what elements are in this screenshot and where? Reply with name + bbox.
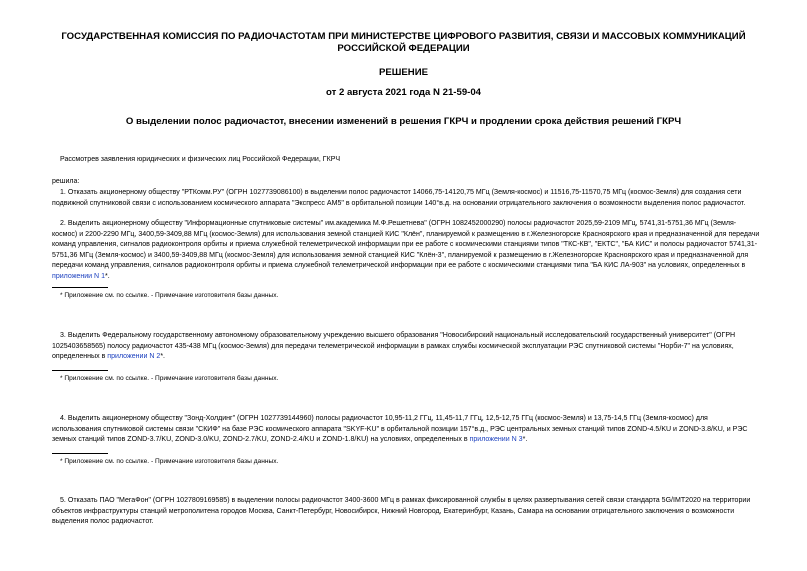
item-line: команд управления, сигналов радиоконтроля орбиты и приема служебной телеметрической информации при ее работе с космическими станциями типов "ТКС-КВ", "ЕКТС", "БА КИС" и полосы радиочастот 5741,31- [52,241,758,249]
footnote-3: * Приложение см. по ссылке. - Примечание изготовителя базы данных. [60,458,279,465]
document-type: РЕШЕНИЕ [378,67,429,78]
appendix-1-link[interactable]: приложении N 1 [52,272,106,280]
item-link-line: определенных в приложении N 2*. [52,353,166,361]
item-line: 1025403658565) полосу радиочастот 435-438 МГц (космос-Земля) для передачи телеметрической информации в рамках службы космической эксплуатации РЭС спутниковой системы "Норби-7" на условиях, [52,342,734,350]
item-line: 5. Отказать ПАО "МегаФон" (ОГРН 1027809169585) в выделении полосы радиочастот 3400-3600 МГц в рамках фиксированной службы в целях развертывания сетей связи стандарта 5G/IMT2020 на территории [60,497,751,504]
item-link-line: земных станций типов ZOND-3.7/KU, ZOND-3.0/KU, ZOND-2.7/KU, ZOND-2.4/KU и ZOND-1.8/KU) на условиях, определенных в приложении N 3*. [52,436,528,444]
decision-item-4 [52,414,772,446]
item-line: 2. Выделить акционерному обществу "Информационные спутниковые системы" им.академика М.Ф.Решетнева" (ОГРН 1082452000290) полосы радиочастот 2025,59-2109 МГц, 5741,31-5751,36 МГц (Земля- [60,220,737,227]
item-line: космос) и 2200-2290 МГц, 3400,59-3409,88 МГц (космос-Земля) для использования земной станцией КИС "Клён", планируемой к размещению в г.Железногорске Красноярского края и предназначенной для передачи [52,230,760,238]
item-link-line: приложении N 1*. [52,272,110,280]
item-line: передачи команд управления, сигналов радиоконтроля орбиты и приема служебной телеметрической информации при ее работе с космическими станциями типа "БА КИС ЛА-903" на условиях, определенных в [52,262,746,270]
footnote-1: * Приложение см. по ссылке. - Примечание изготовителя базы данных. [60,292,279,299]
decision-item-2 [52,219,772,283]
footnote-rule [52,453,108,454]
decided-label: решила: [52,178,80,185]
item-line: 5751,36 МГц (Земля-космос) и 3400,59-3409,88 МГц (космос-Земля) для использования земной станцией КИС "Клён-3", планируемой к размещению в г.Железногорске Красноярского края и предназначенной для [52,251,749,259]
issuing-authority: ГОСУДАРСТВЕННАЯ КОМИССИЯ ПО РАДИОЧАСТОТАМ ПРИ МИНИСТЕРСТВЕ ЦИФРОВОГО РАЗВИТИЯ, СВЯЗИ И МАССОВЫХ КОММУНИКАЦИЙ РОССИЙСКОЙ ФЕДЕРАЦИИ [61,31,746,54]
appendix-3-link[interactable]: приложении N 3 [469,436,523,444]
decision-item-1 [52,188,772,209]
item-line: 3. Выделить Федеральному государственному автономному образовательному учреждению высшего образования "Новосибирский национальный исследовательский государственный университет" (ОГРН [60,332,736,339]
footnote-2: * Приложение см. по ссылке. - Примечание изготовителя базы данных. [60,375,279,382]
item-line: объектов инфраструктуры станций метрополитена городов Москва, Санкт-Петербург, Новосибирск, Нижний Новгород, Екатеринбург, Казань, Самара на основании отрицательного заключения о возможности [52,507,735,515]
footnote-rule [52,370,108,371]
item-line: 4. Выделить акционерному обществу "Зонд-Холдинг" (ОГРН 1027739144960) полосы радиочастот 10,95-11,2 ГГц, 11,45-11,7 ГГц, 12,5-12,75 ГГц (космос-Земля) и 13,75-14,5 ГГц (Земля-космос) для [60,415,708,422]
preamble: Рассмотрев заявления юридических и физических лиц Российской Федерации, ГКРЧ [60,156,341,163]
footnote-rule [52,287,108,288]
item-line: 1. Отказать акционерному обществу "РТКомм.РУ" (ОГРН 1027739086100) в выделении полос радиочастот 14066,75-14120,75 МГц (Земля-космос) и 11516,75-11570,75 МГц (космос-Земля) для создания сети [60,189,742,196]
appendix-2-link[interactable]: приложении N 2 [107,353,161,361]
decision-item-3 [52,331,772,363]
decision-item-5 [52,496,772,528]
item-line: выделения полос радиочастот. [52,518,154,526]
item-line: подвижной спутниковой связи с использованием космического аппарата "Экспресс АМ5" в орбитальной позиции 140°в.д. на основании отрицательного заключения о возможности выделения полос радиочастот. [52,199,746,207]
document-subject: О выделении полос радиочастот, внесении изменений в решения ГКРЧ и продлении срока действия решений ГКРЧ [125,116,682,127]
item-line: использования спутниковой системы связи "СКИФ" на базе РЭС космического аппарата "SKYF-KU" в орбитальной позиции 157°в.д., РЭС центральных земных станций типов ZOND-4.5/KU и ZOND-3.8/KU, и РЭС [52,425,748,433]
document-date-number: от 2 августа 2021 года N 21-59-04 [325,87,482,98]
